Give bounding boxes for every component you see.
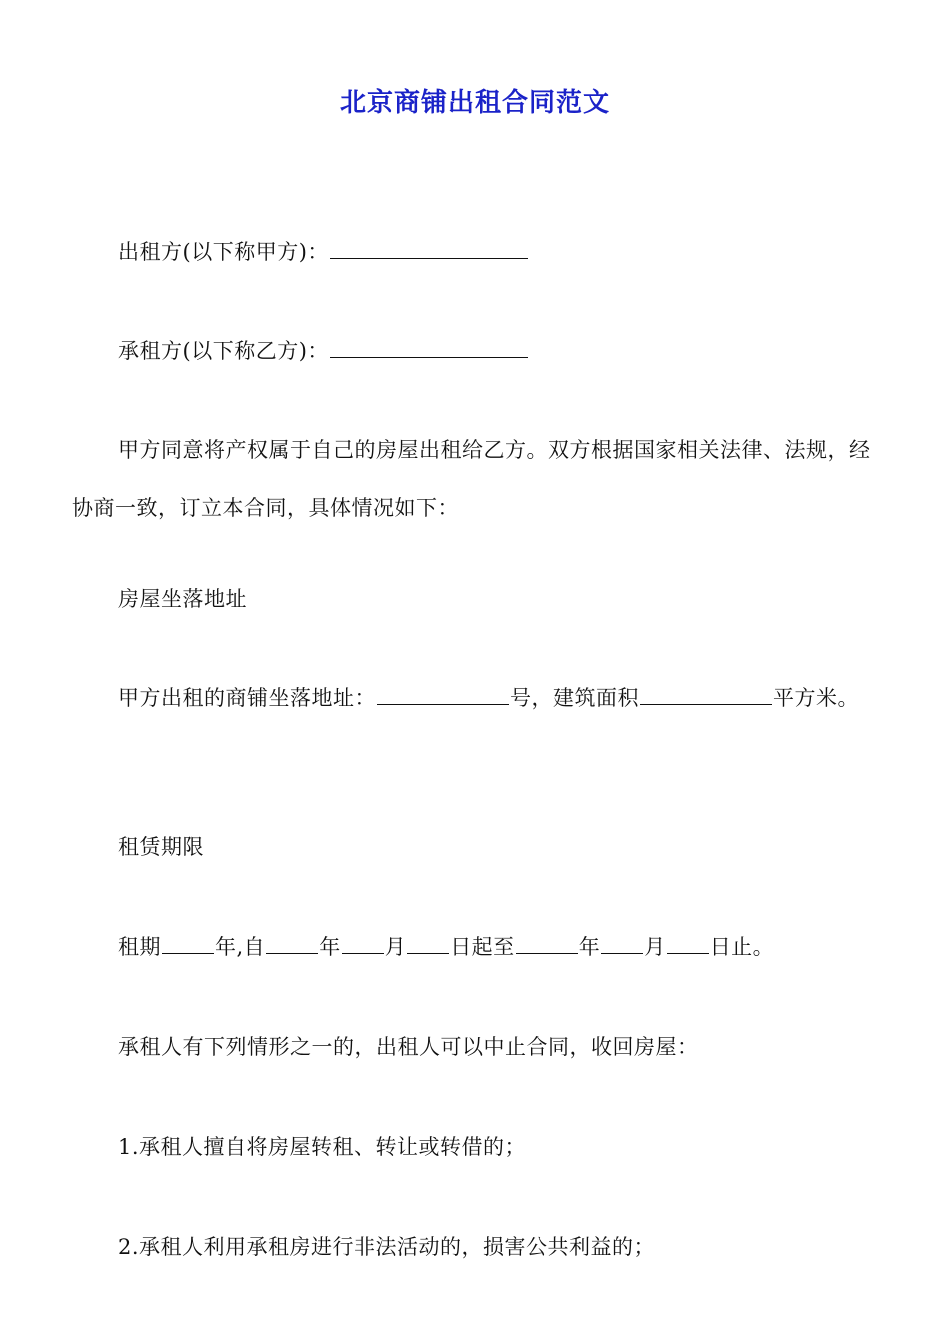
term-text-8: 日止。 (709, 935, 775, 959)
term-text-4: 月 (384, 935, 407, 959)
termination-item-1: 1.承租人擅自将房屋转租、转让或转借的； (118, 1135, 527, 1159)
end-year-blank[interactable] (516, 931, 578, 954)
term-text-5: 日起至 (450, 935, 515, 959)
term-text-2: 年,自 (215, 935, 266, 959)
term-text-1: 租期 (118, 935, 161, 959)
address-prefix: 甲方出租的商铺坐落地址： (118, 686, 376, 710)
start-year-blank[interactable] (266, 931, 318, 954)
termination-intro: 承租人有下列情形之一的，出租人可以中止合同，收回房屋： (118, 1035, 699, 1059)
term-line (118, 931, 774, 963)
lessor-line (118, 236, 529, 268)
start-day-blank[interactable] (407, 931, 449, 954)
end-month-blank[interactable] (601, 931, 643, 954)
end-day-blank[interactable] (667, 931, 709, 954)
term-text-6: 年 (578, 935, 601, 959)
termination-item-2: 2.承租人利用承租房进行非法活动的，损害公共利益的； (118, 1235, 656, 1259)
start-month-blank[interactable] (342, 931, 384, 954)
address-line (118, 682, 859, 714)
lessee-label: 承租方(以下称乙方)： (118, 339, 329, 363)
intro-paragraph: 甲方同意将产权属于自己的房屋出租给乙方。双方根据国家相关法律、法规，经协商一致，订立本合同，具体情况如下： (72, 438, 871, 520)
lessee-blank[interactable] (330, 335, 528, 358)
term-heading: 租赁期限 (118, 835, 204, 859)
term-text-3: 年 (319, 935, 341, 959)
term-years-blank[interactable] (162, 931, 214, 954)
address-blank[interactable] (377, 682, 509, 705)
address-suffix: 平方米。 (773, 686, 859, 710)
document-title: 北京商铺出租合同范文 (339, 88, 610, 118)
area-blank[interactable] (640, 682, 772, 705)
term-text-7: 月 (644, 935, 666, 959)
lessor-blank[interactable] (330, 236, 528, 259)
lessee-line (118, 335, 529, 367)
lessor-label: 出租方(以下称甲方)： (118, 240, 329, 264)
address-heading: 房屋坐落地址 (118, 587, 247, 611)
address-mid: 号，建筑面积 (510, 686, 639, 710)
